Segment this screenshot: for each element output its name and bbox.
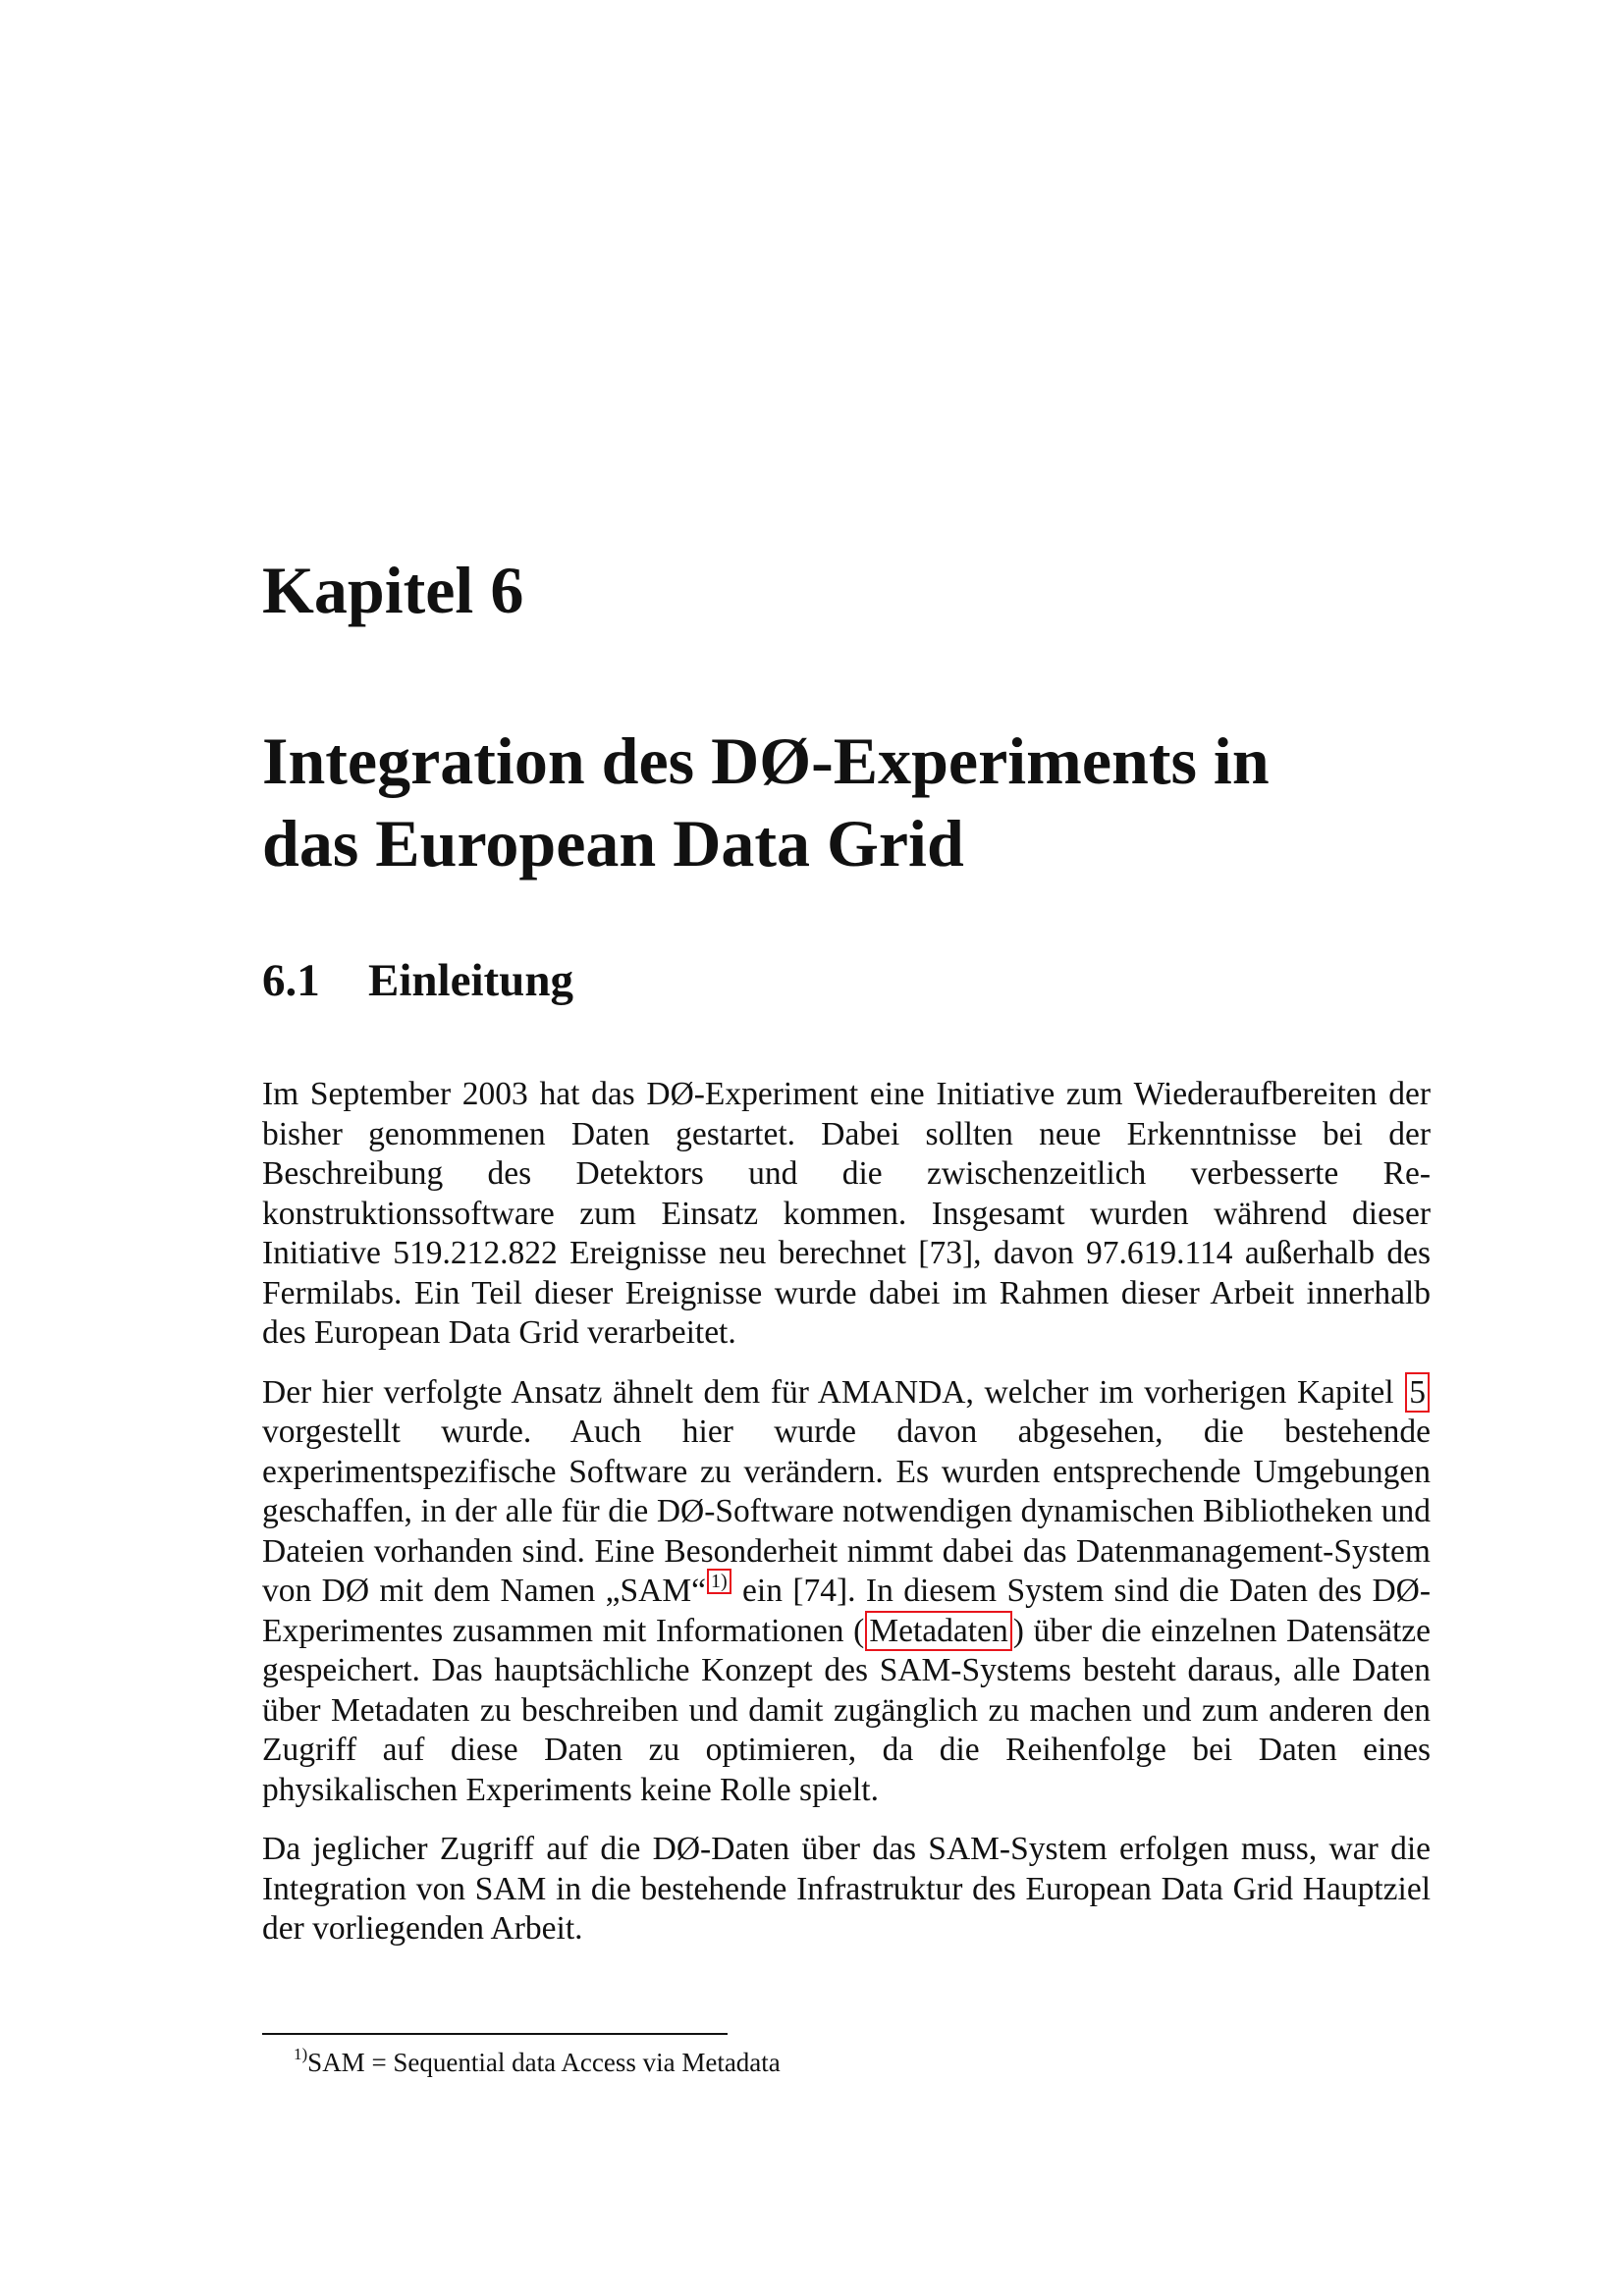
paragraph-3: Da jeglicher Zugriff auf die DØ-Daten über das SAM-System erfolgen muss, war die Integration von SAM in die bestehende Infrastruktur des European Data Grid Hauptziel der vorliegenden Arbeit. [262, 1831, 1431, 1947]
chapter-5-link[interactable]: 5 [1405, 1372, 1430, 1413]
paragraph-1: Im September 2003 hat das DØ-Experiment eine Initiative zum Wiederaufbereiten der bisher genommenen Daten gestartet. Dabei sollten neue Erkenntnisse bei der Beschreibung des Detektors und die zwischenzeitlich verbesserte Rekonstruktionssoftware zum Einsatz kommen. Insgesamt wurden während dieser Initiative 519.212.822 Ereignisse neu berechnet [73], davon 97.619.114 außerhalb des Fermilabs. Ein Teil dieser Ereignisse wurde dabei im Rahmen dieser Arbeit innerhalb des European Data Grid verarbeitet. [262, 1076, 1431, 1351]
paragraph-2 [262, 1373, 1431, 1811]
section-number: 6.1 [262, 955, 320, 1006]
chapter-title [262, 720, 1440, 884]
chapter-title-line-2: das European Data Grid [262, 806, 964, 881]
paragraph-2-text-c: ein [74]. In diesem System sind die Daten des DØ-Experimentes zusammen mit Informationen ( [262, 1573, 1431, 1649]
footnote [294, 2046, 781, 2079]
body-text [262, 1075, 1431, 1969]
section-heading [262, 955, 573, 1006]
chapter-title-line-1: Integration des DØ-Experiments in [262, 723, 1270, 798]
chapter-label: Kapitel 6 [262, 553, 524, 627]
footnote-text: SAM = Sequential data Access via Metadata [307, 2048, 781, 2077]
paragraph-2-text-a: Der hier verfolgte Ansatz ähnelt dem für AMANDA, welcher im vorherigen Kapitel [262, 1373, 1405, 1411]
footnote-1-link[interactable]: 1) [707, 1569, 731, 1594]
footnote-marker: 1) [294, 2045, 308, 2063]
footnote-divider [262, 2033, 728, 2035]
paragraph-2-text-b: vorgestellt wurde. Auch hier wurde davon abgesehen, die bestehende experimentspezifische Software zu verändern. Es wurden entsprechende Umgebungen geschaffen, in der alle für die DØ-Software notwendigen dynamischen Bibliotheken und Dateien vorhanden sind. Eine Besonderheit nimmt dabei das Datenmanagement-System von DØ mit dem Namen „SAM“ [262, 1414, 1431, 1609]
metadata-glossary-link[interactable]: Metadaten [865, 1611, 1011, 1651]
paragraph-2-text-d: ) über die einzelnen Datensätze gespeichert. Das hauptsächliche Konzept des SAM-Systems besteht daraus, alle Daten über Metadaten zu beschreiben und damit zugänglich zu machen und zum anderen den Zugriff auf diese Daten zu optimieren, da die Reihenfolge bei Daten eines physikalischen Experiments keine Rolle spielt. [262, 1612, 1431, 1808]
section-title: Einleitung [368, 955, 573, 1006]
